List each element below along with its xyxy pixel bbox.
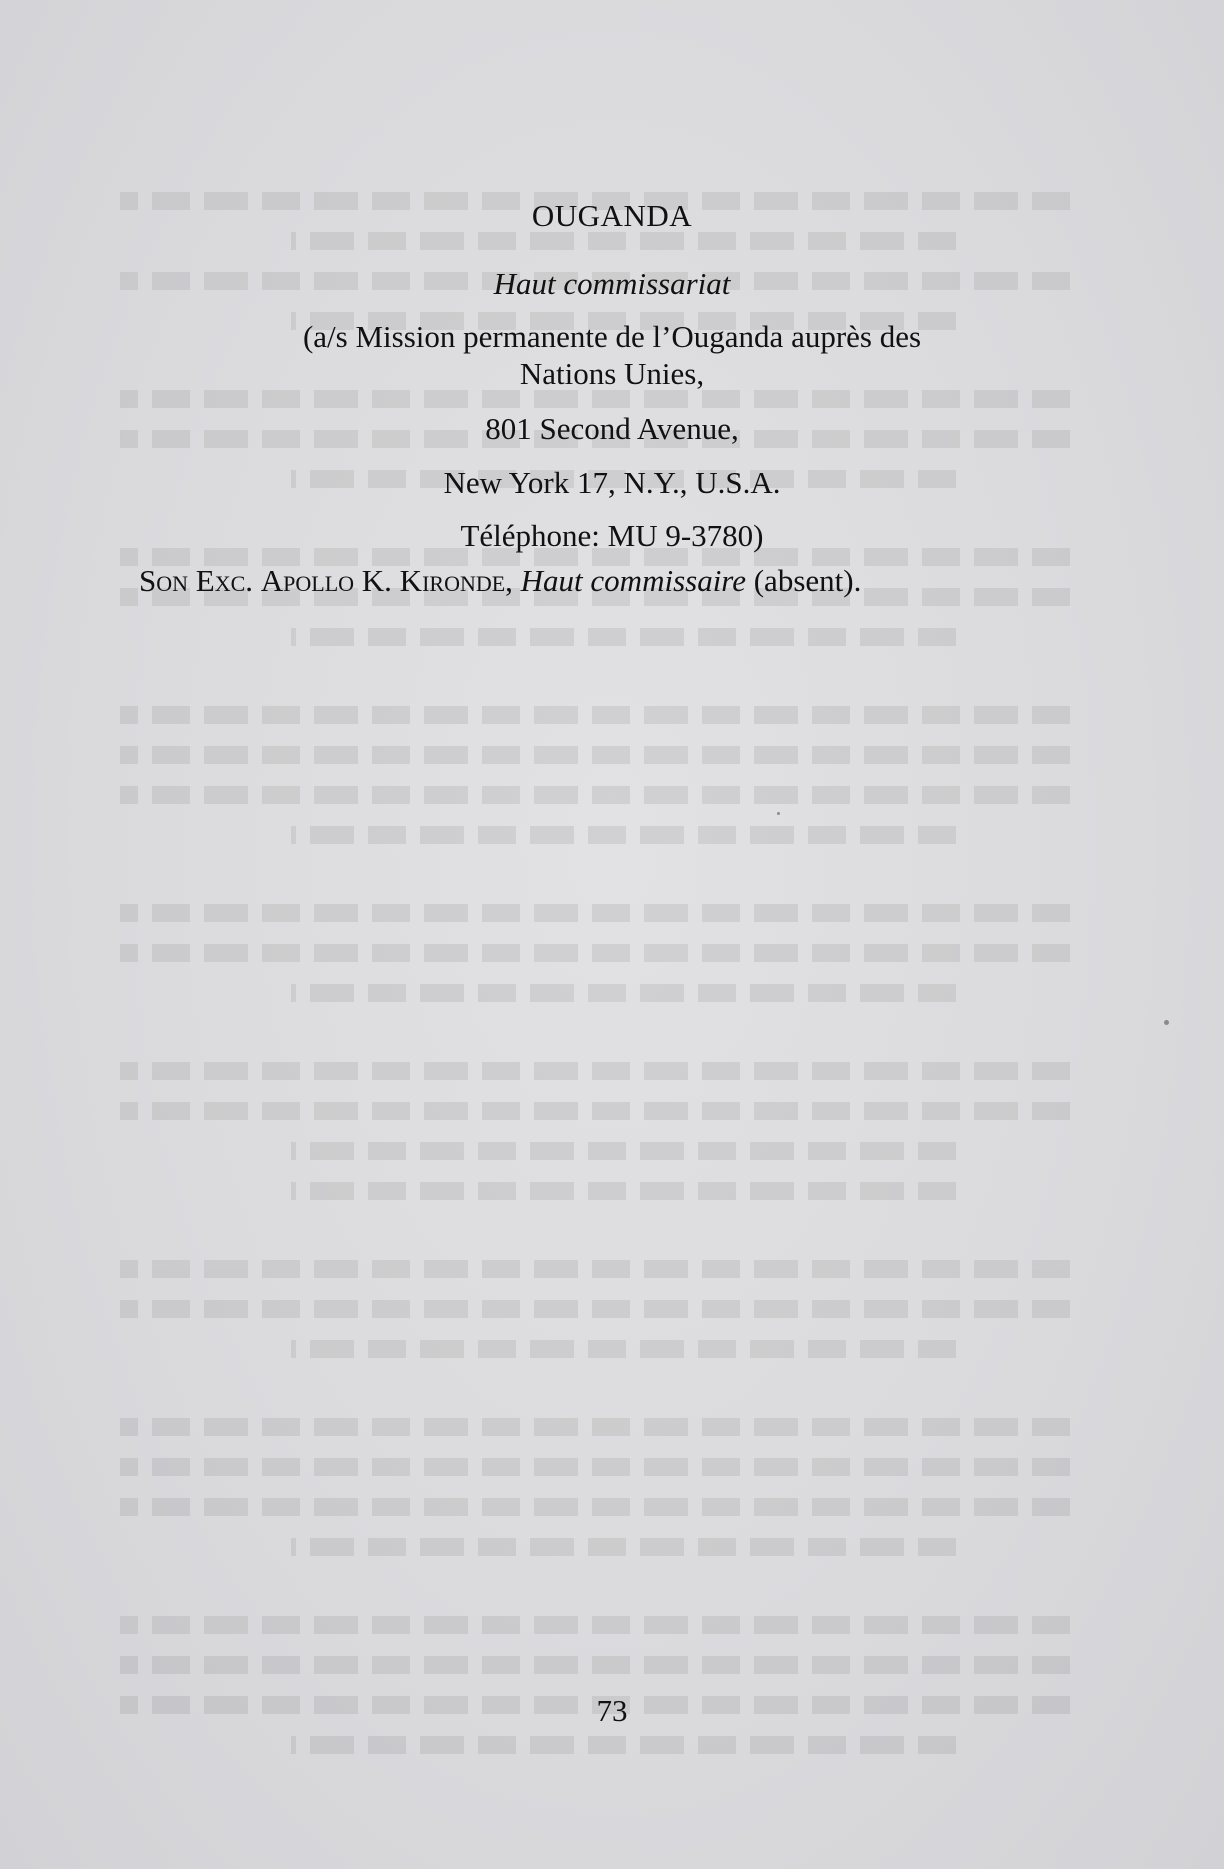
address-line: New York 17, N.Y., U.S.A. [443, 465, 781, 500]
member-status: (absent). [753, 563, 862, 598]
member-title: Son Exc. [139, 563, 254, 598]
office-subheading: Haut commissariat [493, 266, 731, 301]
member-name: Apollo K. Kironde [260, 563, 506, 598]
member-separator: , [505, 563, 513, 598]
address-line: (a/s Mission permanente de l’Ouganda auprès des [302, 319, 922, 354]
member-entry [139, 563, 861, 599]
paper-speck [1164, 1020, 1169, 1025]
paper-speck [777, 812, 780, 815]
address-block [150, 318, 1074, 554]
address-line: 801 Second Avenue, [485, 411, 739, 446]
address-line: Téléphone: MU 9-3780) [460, 518, 764, 553]
address-line: Nations Unies, [519, 356, 705, 391]
page-number: 73 [596, 1693, 628, 1728]
member-role: Haut commissaire [520, 563, 746, 598]
country-heading: OUGANDA [531, 198, 693, 233]
